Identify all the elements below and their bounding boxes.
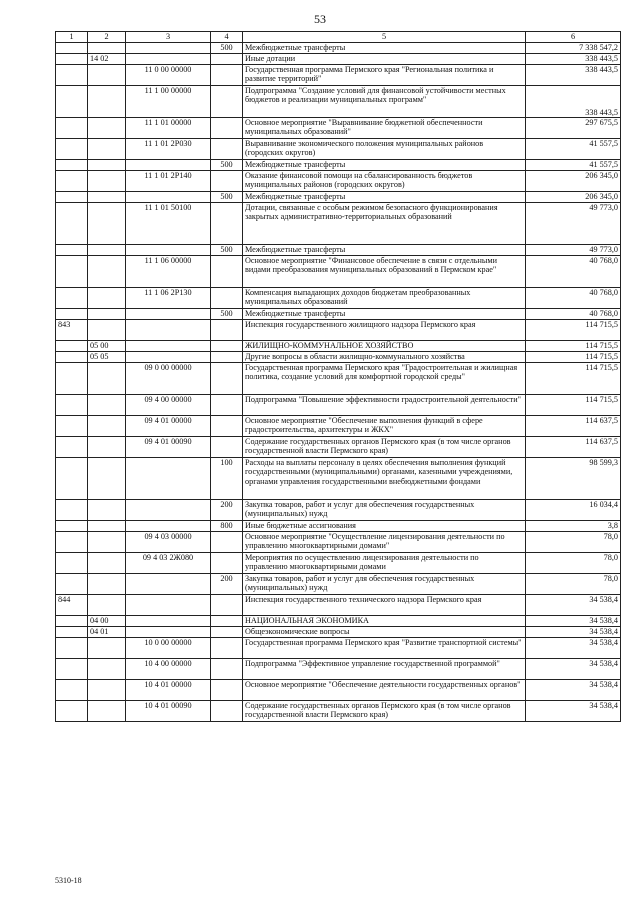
cell-target-article: 09 0 00 00000	[126, 363, 211, 395]
cell-ministry-code	[56, 437, 88, 458]
cell-amount: 338 443,5	[526, 54, 621, 65]
cell-amount: 49 773,0	[526, 203, 621, 245]
cell-name: Подпрограмма "Создание условий для финансовой устойчивости местных бюджетов и реализации муниципальных программ"	[243, 86, 526, 118]
cell-ministry-code	[56, 616, 88, 627]
cell-expense-type	[211, 553, 243, 574]
table-row	[56, 288, 621, 309]
cell-expense-type	[211, 139, 243, 160]
cell-ministry-code	[56, 288, 88, 309]
cell-name: Содержание государственных органов Пермского края (в том числе органов государственной власти Пермского края)	[243, 437, 526, 458]
table-row	[56, 54, 621, 65]
cell-ministry-code	[56, 574, 88, 595]
cell-expense-type	[211, 203, 243, 245]
cell-target-article: 09 4 00 00000	[126, 395, 211, 416]
cell-section-code	[88, 500, 126, 521]
cell-name: Основное мероприятие "Выравнивание бюджетной обеспеченности муниципальных образований"	[243, 118, 526, 139]
cell-section-code	[88, 595, 126, 616]
cell-amount: 206 345,0	[526, 171, 621, 192]
cell-section-code	[88, 245, 126, 256]
cell-expense-type	[211, 363, 243, 395]
cell-target-article: 09 4 03 2Ж080	[126, 553, 211, 574]
cell-section-code	[88, 171, 126, 192]
cell-amount: 78,0	[526, 532, 621, 553]
cell-amount: 78,0	[526, 574, 621, 595]
cell-amount: 206 345,0	[526, 192, 621, 203]
table-row	[56, 616, 621, 627]
cell-ministry-code	[56, 171, 88, 192]
cell-amount: 40 768,0	[526, 256, 621, 288]
table-header-row	[56, 32, 621, 43]
table-row	[56, 437, 621, 458]
cell-ministry-code	[56, 160, 88, 171]
cell-ministry-code	[56, 363, 88, 395]
table-row	[56, 245, 621, 256]
cell-amount: 338 443,5	[526, 65, 621, 86]
cell-name: Инспекция государственного жилищного надзора Пермского края	[243, 320, 526, 341]
cell-expense-type	[211, 288, 243, 309]
cell-amount: 98 599,3	[526, 458, 621, 500]
cell-expense-type	[211, 595, 243, 616]
cell-ministry-code	[56, 458, 88, 500]
cell-target-article: 10 4 01 00000	[126, 680, 211, 701]
table-row	[56, 680, 621, 701]
cell-amount: 114 715,5	[526, 341, 621, 352]
cell-amount: 16 034,4	[526, 500, 621, 521]
cell-name: Межбюджетные трансферты	[243, 43, 526, 54]
cell-ministry-code	[56, 680, 88, 701]
column-header-2: 2	[88, 32, 126, 43]
cell-name: НАЦИОНАЛЬНАЯ ЭКОНОМИКА	[243, 616, 526, 627]
cell-target-article	[126, 54, 211, 65]
cell-expense-type	[211, 118, 243, 139]
cell-name: Закупка товаров, работ и услуг для обеспечения государственных (муниципальных) нужд	[243, 574, 526, 595]
cell-amount: 40 768,0	[526, 288, 621, 309]
cell-section-code	[88, 118, 126, 139]
cell-name: Подпрограмма "Эффективное управление государственной программой"	[243, 659, 526, 680]
cell-ministry-code	[56, 43, 88, 54]
table-row	[56, 192, 621, 203]
cell-section-code	[88, 532, 126, 553]
cell-ministry-code	[56, 416, 88, 437]
cell-expense-type: 500	[211, 309, 243, 320]
cell-name: Закупка товаров, работ и услуг для обеспечения государственных (муниципальных) нужд	[243, 500, 526, 521]
cell-section-code	[88, 521, 126, 532]
cell-target-article: 09 4 01 00090	[126, 437, 211, 458]
cell-ministry-code	[56, 245, 88, 256]
cell-name: Подпрограмма "Повышение эффективности градостроительной деятельности"	[243, 395, 526, 416]
cell-target-article	[126, 309, 211, 320]
cell-expense-type: 500	[211, 245, 243, 256]
cell-name: Основное мероприятие "Обеспечение выполнения функций в сфере градостроительства, архитектуры и ЖКХ"	[243, 416, 526, 437]
cell-name: Государственная программа Пермского края "Развитие транспортной системы"	[243, 638, 526, 659]
table-row	[56, 521, 621, 532]
cell-amount: 49 773,0	[526, 245, 621, 256]
cell-expense-type	[211, 627, 243, 638]
cell-section-code	[88, 192, 126, 203]
table-row	[56, 341, 621, 352]
table-row	[56, 532, 621, 553]
cell-expense-type	[211, 701, 243, 722]
table-row	[56, 395, 621, 416]
cell-expense-type: 200	[211, 574, 243, 595]
cell-target-article: 10 4 00 00000	[126, 659, 211, 680]
cell-expense-type	[211, 341, 243, 352]
cell-expense-type: 500	[211, 160, 243, 171]
cell-section-code: 04 01	[88, 627, 126, 638]
cell-target-article	[126, 160, 211, 171]
cell-target-article: 09 4 01 00000	[126, 416, 211, 437]
cell-target-article: 11 0 00 00000	[126, 65, 211, 86]
budget-table-body	[56, 43, 621, 722]
cell-target-article: 11 1 01 00000	[126, 118, 211, 139]
cell-section-code	[88, 574, 126, 595]
cell-target-article	[126, 43, 211, 54]
cell-section-code	[88, 288, 126, 309]
table-row	[56, 171, 621, 192]
table-row	[56, 139, 621, 160]
cell-name: Межбюджетные трансферты	[243, 309, 526, 320]
cell-expense-type: 800	[211, 521, 243, 532]
cell-section-code	[88, 309, 126, 320]
table-row	[56, 43, 621, 54]
cell-target-article	[126, 320, 211, 341]
table-row	[56, 627, 621, 638]
table-row	[56, 574, 621, 595]
cell-section-code	[88, 320, 126, 341]
cell-name: Общеэкономические вопросы	[243, 627, 526, 638]
cell-ministry-code	[56, 309, 88, 320]
cell-expense-type: 200	[211, 500, 243, 521]
cell-name: Иные бюджетные ассигнования	[243, 521, 526, 532]
cell-ministry-code	[56, 341, 88, 352]
cell-section-code	[88, 203, 126, 245]
cell-name: Мероприятия по осуществлению лицензирования деятельности по управлению многоквартирными домами	[243, 553, 526, 574]
cell-amount: 338 443,5	[526, 86, 621, 118]
table-row	[56, 458, 621, 500]
table-row	[56, 638, 621, 659]
table-row	[56, 595, 621, 616]
cell-expense-type: 500	[211, 43, 243, 54]
cell-section-code	[88, 139, 126, 160]
table-row	[56, 500, 621, 521]
document-code: 5310-18	[55, 876, 82, 885]
cell-expense-type	[211, 65, 243, 86]
cell-expense-type	[211, 54, 243, 65]
cell-target-article: 11 1 00 00000	[126, 86, 211, 118]
cell-ministry-code	[56, 256, 88, 288]
cell-ministry-code	[56, 352, 88, 363]
cell-amount: 3,8	[526, 521, 621, 532]
cell-target-article: 11 1 06 00000	[126, 256, 211, 288]
cell-target-article: 09 4 03 00000	[126, 532, 211, 553]
table-row	[56, 118, 621, 139]
cell-name: Межбюджетные трансферты	[243, 160, 526, 171]
cell-target-article	[126, 616, 211, 627]
cell-target-article	[126, 627, 211, 638]
cell-name: Другие вопросы в области жилищно-коммунального хозяйства	[243, 352, 526, 363]
cell-target-article	[126, 458, 211, 500]
cell-amount: 7 338 547,2	[526, 43, 621, 54]
cell-target-article	[126, 500, 211, 521]
cell-section-code	[88, 43, 126, 54]
page-number: 53	[314, 12, 326, 26]
cell-expense-type	[211, 416, 243, 437]
cell-amount: 34 538,4	[526, 701, 621, 722]
table-row	[56, 320, 621, 341]
cell-section-code	[88, 553, 126, 574]
cell-section-code: 05 00	[88, 341, 126, 352]
table-row	[56, 363, 621, 395]
cell-amount: 34 538,4	[526, 659, 621, 680]
cell-amount: 34 538,4	[526, 616, 621, 627]
cell-name: Межбюджетные трансферты	[243, 192, 526, 203]
cell-target-article	[126, 595, 211, 616]
cell-name: Дотации, связанные с особым режимом безопасного функционирования закрытых административно-территориальных образований	[243, 203, 526, 245]
cell-ministry-code	[56, 139, 88, 160]
cell-amount: 40 768,0	[526, 309, 621, 320]
cell-ministry-code	[56, 65, 88, 86]
column-header-5: 5	[243, 32, 526, 43]
cell-expense-type	[211, 352, 243, 363]
cell-amount: 297 675,5	[526, 118, 621, 139]
cell-amount: 34 538,4	[526, 627, 621, 638]
cell-name: Основное мероприятие "Обеспечение деятельности государственных органов"	[243, 680, 526, 701]
cell-target-article: 10 0 00 00000	[126, 638, 211, 659]
cell-name: Компенсация выпадающих доходов бюджетам преобразованных муниципальных образований	[243, 288, 526, 309]
cell-amount: 114 637,5	[526, 416, 621, 437]
cell-section-code	[88, 638, 126, 659]
table-row	[56, 65, 621, 86]
cell-amount: 114 715,5	[526, 395, 621, 416]
cell-name: Расходы на выплаты персоналу в целях обеспечения выполнения функций государственными (муниципальными) органами, казенными учреждениями, органами управления государственными внебюджетными фондами	[243, 458, 526, 500]
cell-ministry-code	[56, 701, 88, 722]
cell-section-code	[88, 86, 126, 118]
cell-section-code: 04 00	[88, 616, 126, 627]
cell-section-code	[88, 256, 126, 288]
cell-section-code	[88, 395, 126, 416]
cell-amount: 114 637,5	[526, 437, 621, 458]
cell-expense-type	[211, 437, 243, 458]
column-header-4: 4	[211, 32, 243, 43]
cell-amount: 114 715,5	[526, 363, 621, 395]
budget-table	[55, 31, 621, 722]
table-row	[56, 309, 621, 320]
cell-target-article: 11 1 06 2Р130	[126, 288, 211, 309]
cell-name: Основное мероприятие "Осуществление лицензирования деятельности по управлению многоквартирными домами"	[243, 532, 526, 553]
cell-target-article: 11 1 01 2Р140	[126, 171, 211, 192]
table-row	[56, 553, 621, 574]
cell-amount: 78,0	[526, 553, 621, 574]
cell-name: Содержание государственных органов Пермского края (в том числе органов государственной власти Пермского края)	[243, 701, 526, 722]
table-row	[56, 86, 621, 118]
cell-ministry-code	[56, 500, 88, 521]
cell-expense-type	[211, 395, 243, 416]
column-header-1: 1	[56, 32, 88, 43]
cell-ministry-code	[56, 86, 88, 118]
cell-target-article: 10 4 01 00090	[126, 701, 211, 722]
table-row	[56, 203, 621, 245]
column-header-6: 6	[526, 32, 621, 43]
cell-ministry-code	[56, 659, 88, 680]
cell-ministry-code: 843	[56, 320, 88, 341]
cell-section-code	[88, 416, 126, 437]
table-row	[56, 160, 621, 171]
cell-ministry-code	[56, 521, 88, 532]
cell-ministry-code	[56, 395, 88, 416]
cell-expense-type	[211, 256, 243, 288]
cell-target-article	[126, 574, 211, 595]
cell-expense-type	[211, 680, 243, 701]
cell-name: Оказание финансовой помощи на сбалансированность бюджетов муниципальных районов (городских округов)	[243, 171, 526, 192]
cell-ministry-code	[56, 627, 88, 638]
cell-target-article	[126, 352, 211, 363]
cell-name: ЖИЛИЩНО-КОММУНАЛЬНОЕ ХОЗЯЙСТВО	[243, 341, 526, 352]
cell-amount: 41 557,5	[526, 160, 621, 171]
table-row	[56, 659, 621, 680]
cell-ministry-code	[56, 118, 88, 139]
cell-expense-type: 100	[211, 458, 243, 500]
cell-amount: 34 538,4	[526, 680, 621, 701]
cell-section-code	[88, 160, 126, 171]
cell-amount: 34 538,4	[526, 638, 621, 659]
cell-section-code	[88, 701, 126, 722]
column-header-3: 3	[126, 32, 211, 43]
cell-section-code: 05 05	[88, 352, 126, 363]
cell-target-article	[126, 341, 211, 352]
cell-ministry-code	[56, 532, 88, 553]
cell-target-article: 11 1 01 2Р030	[126, 139, 211, 160]
cell-section-code	[88, 659, 126, 680]
cell-section-code	[88, 363, 126, 395]
cell-amount: 34 538,4	[526, 595, 621, 616]
cell-target-article	[126, 521, 211, 532]
cell-expense-type	[211, 532, 243, 553]
cell-target-article: 11 1 01 50100	[126, 203, 211, 245]
table-row	[56, 352, 621, 363]
cell-section-code: 14 02	[88, 54, 126, 65]
cell-amount: 114 715,5	[526, 352, 621, 363]
cell-expense-type	[211, 638, 243, 659]
cell-target-article	[126, 192, 211, 203]
table-row	[56, 701, 621, 722]
cell-expense-type	[211, 659, 243, 680]
cell-section-code	[88, 65, 126, 86]
cell-name: Инспекция государственного технического надзора Пермского края	[243, 595, 526, 616]
table-row	[56, 416, 621, 437]
cell-ministry-code	[56, 203, 88, 245]
cell-name: Межбюджетные трансферты	[243, 245, 526, 256]
cell-amount: 41 557,5	[526, 139, 621, 160]
table-row	[56, 256, 621, 288]
cell-ministry-code	[56, 638, 88, 659]
cell-name: Государственная программа Пермского края "Градостроительная и жилищная политика, создание условий для комфортной городской среды"	[243, 363, 526, 395]
cell-expense-type	[211, 86, 243, 118]
cell-ministry-code: 844	[56, 595, 88, 616]
cell-ministry-code	[56, 192, 88, 203]
cell-amount: 114 715,5	[526, 320, 621, 341]
cell-section-code	[88, 458, 126, 500]
cell-ministry-code	[56, 553, 88, 574]
cell-expense-type: 500	[211, 192, 243, 203]
cell-expense-type	[211, 320, 243, 341]
cell-section-code	[88, 437, 126, 458]
cell-name: Государственная программа Пермского края "Региональная политика и развитие территорий"	[243, 65, 526, 86]
cell-name: Иные дотации	[243, 54, 526, 65]
cell-name: Основное мероприятие "Финансовое обеспечение в связи с отдельными видами преобразования муниципальных образований в Пермском крае"	[243, 256, 526, 288]
cell-section-code	[88, 680, 126, 701]
cell-target-article	[126, 245, 211, 256]
cell-ministry-code	[56, 54, 88, 65]
cell-expense-type	[211, 616, 243, 627]
cell-expense-type	[211, 171, 243, 192]
cell-name: Выравнивание экономического положения муниципальных районов (городских округов)	[243, 139, 526, 160]
